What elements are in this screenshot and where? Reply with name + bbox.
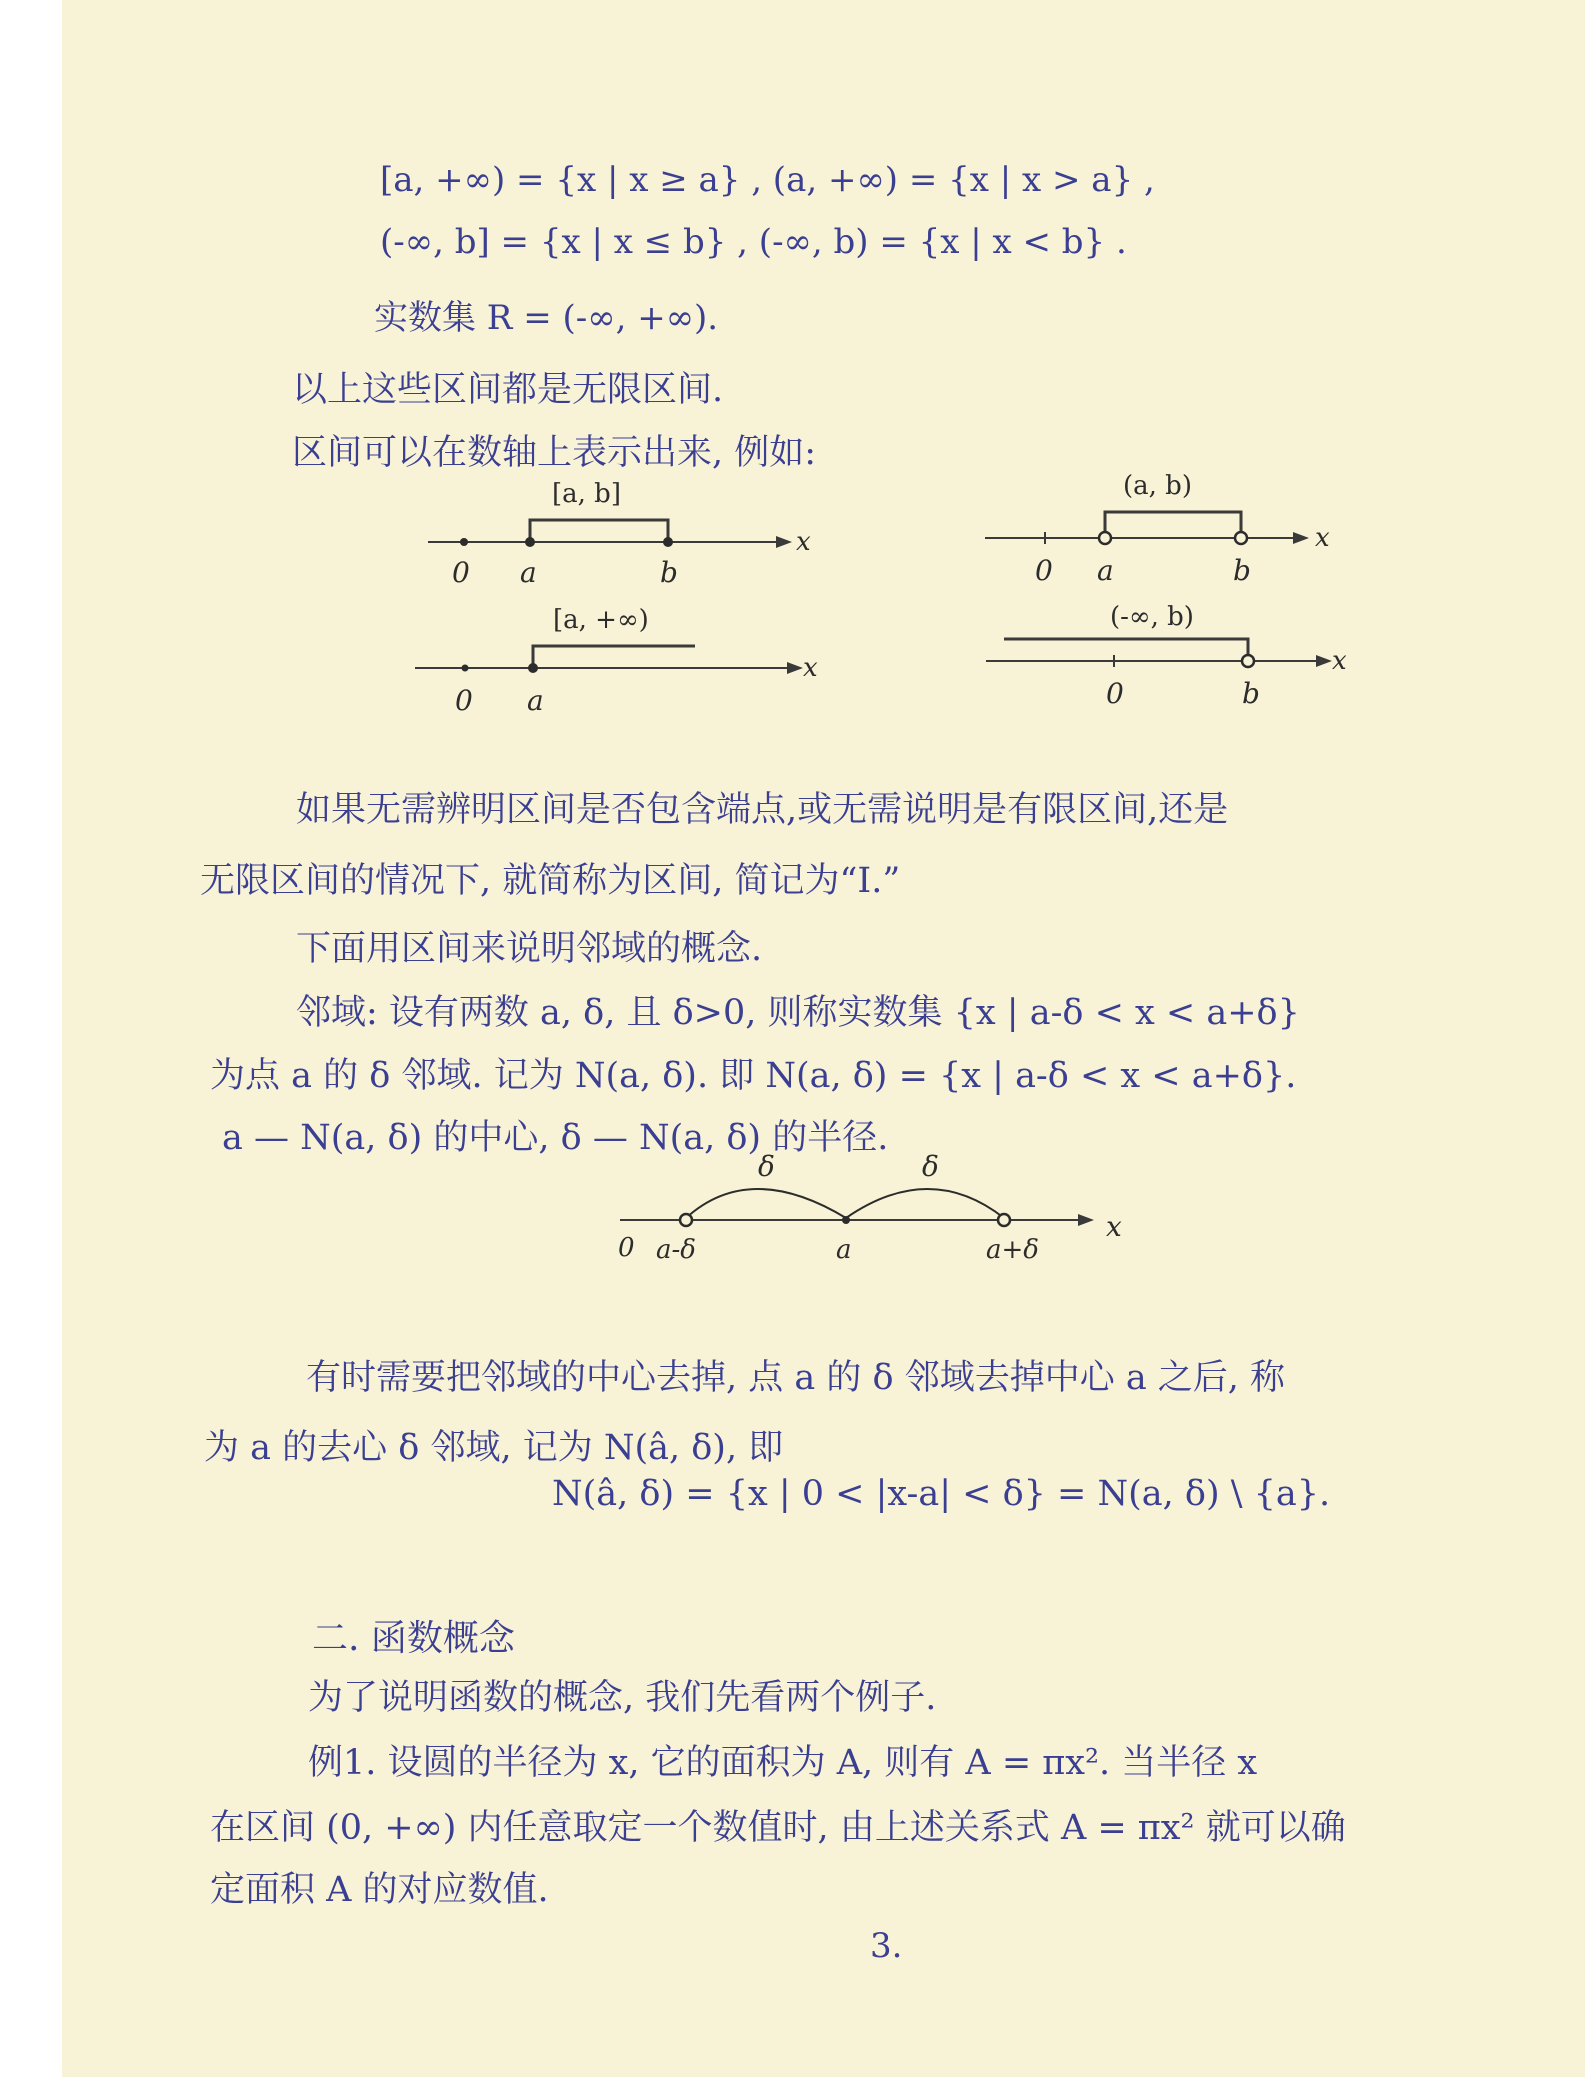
axis-arrow: [776, 536, 792, 548]
neighborhood-notation: 为点 a 的 δ 邻域. 记为 N(a, δ). 即 N(a, δ) = {x | a-δ < x < a+δ}.: [210, 1056, 1297, 1096]
axis-arrow: [1293, 532, 1309, 544]
left-endpoint-open: [680, 1214, 692, 1226]
interval-bracket: [530, 520, 668, 542]
interval-bracket: [1004, 639, 1248, 655]
origin-tick: [460, 538, 468, 546]
axis-x-label: x: [1106, 1210, 1122, 1243]
endpoint-b-open: [1242, 655, 1254, 667]
axis-x-label: x: [803, 653, 818, 683]
page-number: 3.: [870, 1926, 903, 1966]
origin-label: 0: [452, 556, 470, 589]
axis-arrow: [1078, 1214, 1094, 1226]
diagram-label: [a, +∞): [553, 605, 649, 635]
axis-x-label: x: [1315, 523, 1330, 553]
diagram-label: (-∞, b): [1110, 602, 1194, 632]
origin-label: 0: [1106, 677, 1124, 710]
center-label: a: [836, 1235, 852, 1265]
paragraph-line: 下面用区间来说明邻域的概念.: [296, 929, 763, 969]
endpoint-a-closed: [528, 663, 538, 673]
delta-label-right: δ: [922, 1150, 939, 1183]
axis-x-label: x: [1332, 646, 1347, 676]
axis-arrow: [787, 662, 803, 674]
center-point: [842, 1216, 850, 1224]
interval-def-line-1: [a, +∞) = {x | x ≥ a} , (a, +∞) = {x | x > a} ,: [380, 160, 1155, 200]
interval-def-line-2: (-∞, b] = {x | x ≤ b} , (-∞, b) = {x | x < b} .: [380, 222, 1127, 262]
right-arc: [846, 1189, 1004, 1218]
axis-x-label: x: [796, 527, 811, 557]
right-endpoint-open: [998, 1214, 1010, 1226]
neighborhood-definition: 邻域: 设有两数 a, δ, 且 δ>0, 则称实数集 {x | a-δ < x < a+δ}: [296, 993, 1300, 1033]
interval-bracket: [533, 646, 695, 668]
point-a-label: a: [520, 556, 537, 589]
real-set-line: 实数集 R = (-∞, +∞).: [374, 298, 719, 338]
diagram-label: [a, b]: [552, 479, 621, 509]
diagram-neighborhood: [600, 1140, 1140, 1280]
punctured-neighborhood-formula: N(â, δ) = {x | 0 < |x-a| < δ} = N(a, δ) \ {a}.: [552, 1474, 1331, 1514]
infinite-interval-note: 以上这些区间都是无限区间.: [292, 370, 724, 410]
paragraph-line: 无限区间的情况下, 就简称为区间, 简记为“I.”: [200, 861, 901, 901]
diagram-left-ray: [980, 595, 1380, 725]
point-b-label: b: [660, 556, 678, 589]
point-a-label: a: [527, 684, 544, 717]
example-line: 定面积 A 的对应数值.: [210, 1870, 549, 1910]
paragraph-line: 为 a 的去心 δ 邻域, 记为 N(â, δ), 即: [204, 1428, 784, 1468]
interval-bracket: [1105, 512, 1241, 532]
endpoint-b-closed: [663, 537, 673, 547]
axis-example-intro: 区间可以在数轴上表示出来, 例如:: [292, 433, 817, 473]
endpoint-a-open: [1099, 532, 1111, 544]
paragraph-line: 有时需要把邻域的中心去掉, 点 a 的 δ 邻域去掉中心 a 之后, 称: [306, 1358, 1286, 1398]
origin-label: 0: [618, 1233, 635, 1263]
diagram-label: (a, b): [1123, 471, 1192, 501]
point-a-label: a: [1097, 554, 1114, 587]
point-b-label: b: [1242, 677, 1260, 710]
paragraph-line: 如果无需辨明区间是否包含端点,或无需说明是有限区间,还是: [296, 790, 1229, 830]
paragraph-line: 为了说明函数的概念, 我们先看两个例子.: [308, 1678, 937, 1718]
left-arc: [686, 1189, 846, 1218]
origin-label: 0: [455, 684, 473, 717]
center-radius-note: a — N(a, δ) 的中心, δ — N(a, δ) 的半径.: [222, 1118, 889, 1158]
example-line: 在区间 (0, +∞) 内任意取定一个数值时, 由上述关系式 A = πx² 就可以确: [210, 1808, 1346, 1848]
endpoint-b-open: [1235, 532, 1247, 544]
left-endpoint-label: a-δ: [656, 1235, 696, 1265]
diagram-open-interval: [975, 462, 1375, 592]
endpoint-a-closed: [525, 537, 535, 547]
delta-label-left: δ: [758, 1150, 775, 1183]
example-line: 例1. 设圆的半径为 x, 它的面积为 A, 则有 A = πx². 当半径 x: [308, 1743, 1258, 1783]
diagram-closed-interval: [400, 470, 840, 600]
section-heading: 二. 函数概念: [312, 1618, 515, 1659]
diagram-right-ray: [405, 598, 845, 728]
axis-arrow: [1316, 655, 1332, 667]
point-b-label: b: [1233, 554, 1251, 587]
right-endpoint-label: a+δ: [986, 1235, 1039, 1265]
origin-label: 0: [1035, 554, 1053, 587]
origin-tick: [462, 665, 469, 672]
